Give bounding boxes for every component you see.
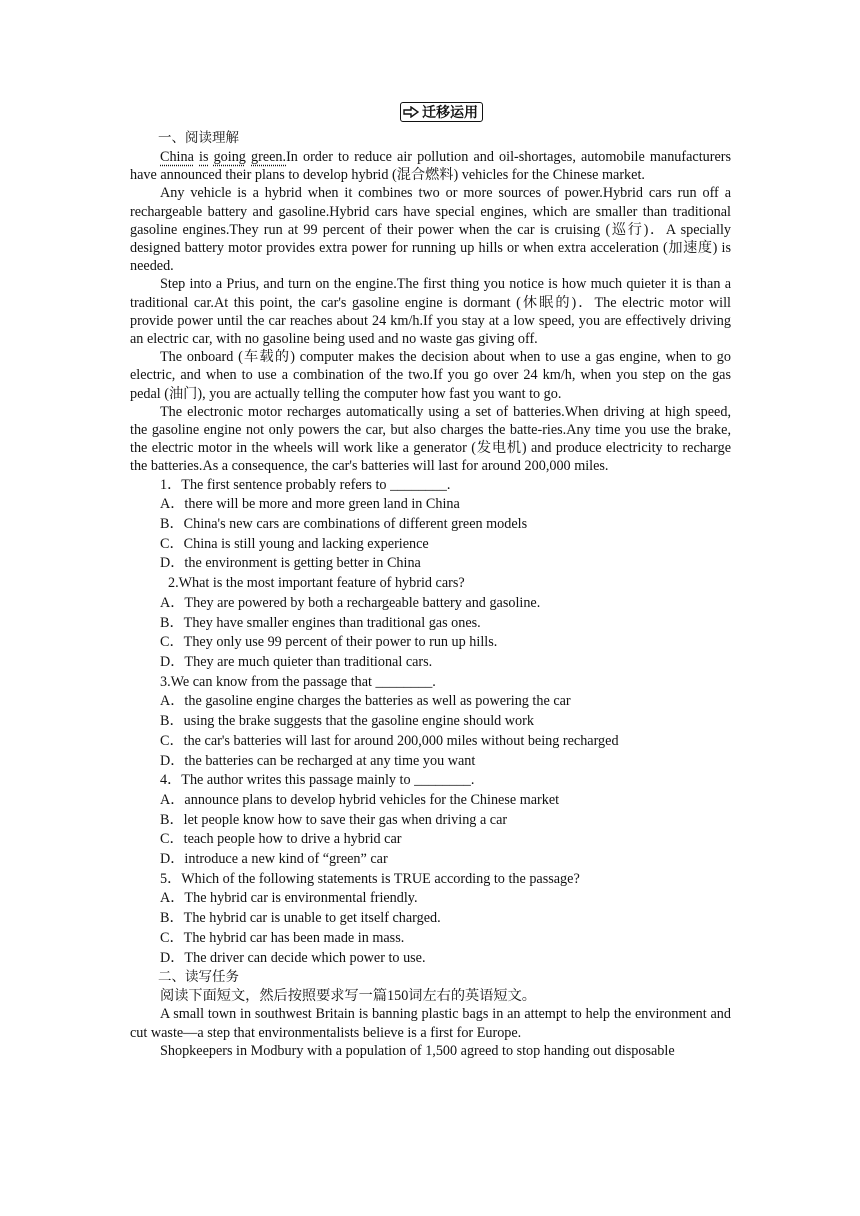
question-stem: 3.We can know from the passage that ________.: [160, 673, 436, 690]
answer-option: C．the car's batteries will last for around 200,000 miles without being recharged: [160, 732, 619, 749]
writing-passage-paragraph-1: A small town in southwest Britain is banning plastic bags in an attempt to help the environment and cut waste—a step that environmentalists believe is a first for Europe.: [130, 1006, 731, 1041]
answer-option: D．The driver can decide which power to use.: [160, 949, 426, 966]
arrow-icon: [403, 106, 419, 118]
answer-option: B．using the brake suggests that the gasoline engine should work: [160, 713, 534, 730]
passage-paragraph-1: [130, 148, 731, 184]
writing-instruction: 阅读下面短文，然后按照要求写一篇150词左右的英语短文。: [160, 988, 536, 1005]
banner-title: 迁移运用: [422, 105, 478, 121]
answer-option: B．China's new cars are combinations of different green models: [160, 516, 528, 533]
answer-option: B．let people know how to save their gas when driving a car: [160, 811, 508, 828]
answer-option: C．teach people how to drive a hybrid car: [160, 831, 402, 848]
passage-p1-rest: In order to reduce air pollution and oil-shortages, automobile manufacturers have announced their plans to develop hybrid (混合燃料) vehicles for the Chinese market.: [130, 149, 732, 184]
answer-option: C．The hybrid car has been made in mass.: [160, 929, 405, 946]
writing-passage-paragraph-2: Shopkeepers in Modbury with a population of 1,500 agreed to stop handing out disposable: [160, 1042, 675, 1059]
answer-option: D．the batteries can be recharged at any time you want: [160, 752, 476, 769]
passage-paragraph-4: The onboard (车载的) computer makes the decision about when to use a gas engine, when to go electric, and when to use a combination of the two.If you go over 24 km/h, when you step on the gas pedal (油门), you are actually telling the computer how fast you want to go.: [130, 349, 731, 402]
answer-option: D．They are much quieter than traditional cars.: [160, 653, 433, 670]
section-writing-title: 二、读写任务: [158, 969, 239, 986]
answer-option: A．announce plans to develop hybrid vehicles for the Chinese market: [160, 791, 560, 808]
passage-paragraph-3: Step into a Prius, and turn on the engine.The first thing you notice is how much quieter it is than a traditional car.At this point, the car's gasoline engine is dormant (休眠的)．The electric motor will provide power until the car reaches about 24 km/h.If you stay at a low speed, you are effectively driving an electric car, with no gasoline being used and no waste gas giving off.: [130, 276, 731, 348]
answer-option: A．the gasoline engine charges the batteries as well as powering the car: [160, 693, 571, 710]
question-2: [130, 574, 731, 673]
passage-lead-word: is: [199, 149, 209, 165]
answer-option: D．the environment is getting better in China: [160, 555, 421, 572]
answer-option: B．The hybrid car is unable to get itself charged.: [160, 910, 441, 927]
question-4: [130, 771, 731, 870]
answer-option: B．They have smaller engines than traditional gas ones.: [160, 614, 481, 631]
banner-row: [130, 102, 731, 129]
question-1: [130, 476, 731, 575]
answer-option: D．introduce a new kind of “green” car: [160, 851, 388, 868]
question-stem: 2.What is the most important feature of hybrid cars?: [168, 575, 465, 592]
reading-passage: [130, 148, 731, 476]
question-stem: 4．The author writes this passage mainly to ________.: [160, 772, 475, 789]
passage-paragraph-5: The electronic motor recharges automatically using a set of batteries.When driving at high speed, the gasoline engine not only powers the car, but also charges the batte-ries.Any time you use the brake, the electric motor in the wheels will work like a generator (发电机) and produce electricity to recharge the batteries.As a consequence, the car's batteries will last for around 200,000 miles.: [130, 403, 731, 475]
section-reading-title: 一、阅读理解: [158, 130, 239, 146]
section-banner: [400, 102, 483, 122]
answer-option: A．there will be more and more green land in China: [160, 496, 460, 513]
question-stem: 5．Which of the following statements is TRUE according to the passage?: [160, 870, 580, 887]
passage-lead-word: going: [213, 149, 246, 165]
question-stem: 1．The first sentence probably refers to ________.: [160, 476, 451, 493]
answer-option: A．They are powered by both a rechargeable battery and gasoline.: [160, 594, 541, 611]
question-3: [130, 673, 731, 772]
passage-lead-word: green.: [251, 149, 287, 165]
passage-paragraph-2: Any vehicle is a hybrid when it combines two or more sources of power.Hybrid cars run off a rechargeable battery and gasoline.Hybrid cars have special engines, which are smaller than traditional gasoline engines.They run at 99 percent of their power when the car is cruising (巡行)．A specially designed battery motor provides extra power for running up hills or when extra acceleration (加速度) is needed.: [130, 185, 731, 275]
answer-option: C．They only use 99 percent of their power to run up hills.: [160, 634, 498, 651]
answer-option: C．China is still young and lacking experience: [160, 535, 429, 552]
worksheet-page: [130, 102, 731, 1060]
passage-lead-word: China: [160, 149, 194, 165]
question-5: [130, 870, 731, 969]
answer-option: A．The hybrid car is environmental friendly.: [160, 890, 418, 907]
